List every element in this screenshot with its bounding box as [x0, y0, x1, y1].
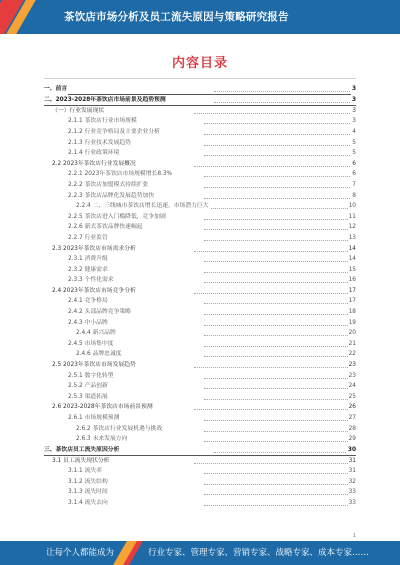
toc-leader-dots	[204, 254, 350, 262]
toc-entry-text: 2.2.3 茶饮店品牌化发展趋势加快	[68, 191, 155, 202]
toc-entry-page: 22	[348, 349, 356, 360]
toc-leader-dots	[204, 413, 350, 421]
toc-entry-text: 2.4.3 中小品牌	[68, 318, 109, 329]
toc-entry[interactable]	[44, 254, 356, 265]
toc-leader-dots	[214, 445, 350, 453]
toc-entry[interactable]	[44, 487, 356, 498]
toc-entry[interactable]	[44, 339, 356, 350]
toc-entry-text: 2.6 2023-2028年茶饮店市场前景预测	[52, 402, 154, 413]
toc-leader-dots	[204, 307, 350, 315]
toc-entry-text: 2.2.5 茶饮店进入门槛降低，竞争加剧	[68, 212, 167, 223]
toc-entry-page: 13	[348, 233, 356, 244]
toc-entry-text: 2.5 2023年茶饮店市场发展趋势	[52, 360, 137, 371]
toc-entry-text: 3.1 员工流失现状分析	[52, 456, 110, 467]
toc-title: 内容目录	[171, 56, 228, 71]
toc-leader-dots	[204, 116, 350, 124]
toc-entry-page: 27	[348, 413, 356, 424]
toc-leader-dots	[204, 339, 350, 347]
toc-leader-dots	[194, 106, 350, 114]
toc-entry-text: 2.2 2023年茶饮店行业发展概况	[52, 159, 137, 170]
toc-entry-page: 4	[351, 127, 356, 138]
toc-entry[interactable]	[44, 222, 356, 233]
toc-entry[interactable]	[44, 159, 356, 170]
toc-entry-text: 2.2.7 行业监管	[68, 233, 109, 244]
toc-entry[interactable]	[44, 191, 356, 202]
toc-leader-dots	[194, 360, 350, 368]
toc-leader-dots	[204, 180, 350, 188]
toc-entry-text: 2.4.5 市场集中度	[68, 339, 115, 350]
toc-leader-dots	[204, 424, 350, 432]
toc-entry-text: 2.4.2 头部品牌竞争策略	[68, 307, 132, 318]
toc-entry[interactable]	[44, 169, 356, 180]
toc-entry-text: 2.6.2 茶饮店行业发展机遇与挑战	[76, 424, 163, 435]
toc-entry[interactable]	[44, 381, 356, 392]
toc-leader-dots	[204, 201, 350, 209]
toc-leader-dots	[194, 456, 350, 464]
toc-entry[interactable]	[44, 265, 356, 276]
toc-leader-dots	[204, 191, 350, 199]
toc-leader-dots	[204, 498, 350, 506]
toc-leader-dots	[204, 381, 350, 389]
toc-entry[interactable]	[44, 371, 356, 382]
toc-leader-dots	[204, 371, 350, 379]
toc-leader-dots	[214, 84, 350, 92]
toc-entry-page: 16	[348, 275, 356, 286]
toc-entry-page: 12	[348, 222, 356, 233]
toc-entry-page: 3	[351, 84, 356, 95]
toc-entry-text: 2.1.1 茶饮店行业市场规模	[68, 116, 138, 127]
toc-leader-dots	[204, 169, 350, 177]
toc-entry[interactable]	[44, 95, 356, 106]
toc-entry[interactable]	[44, 244, 356, 255]
footer-slogan-right: 行业专家、管理专家、营销专家、战略专家、成本专家……	[148, 548, 370, 558]
toc-leader-dots	[194, 244, 350, 252]
toc-entry[interactable]	[44, 413, 356, 424]
toc-entry-text: 一、前言	[44, 84, 68, 95]
toc-entry-text: 2.5.3 渠道拓展	[68, 392, 109, 403]
toc-entry-page: 14	[348, 254, 356, 265]
toc-entry-text: 2.4.1 竞争格局	[68, 296, 109, 307]
toc-leader-dots	[204, 148, 350, 156]
toc-entry-text: （一）行业发展现状	[52, 106, 105, 117]
toc-entry[interactable]	[44, 360, 356, 371]
toc-entry[interactable]	[44, 116, 356, 127]
toc-entry[interactable]	[44, 201, 356, 212]
toc-entry-text: 3.1.3 流失时间	[68, 487, 109, 498]
toc-entry-page: 25	[348, 392, 356, 403]
toc-entry-text: 2.3.1 消费升级	[68, 254, 109, 265]
toc-entry-text: 2.4.4 新兴品牌	[76, 328, 117, 339]
toc-entry-page: 7	[351, 180, 356, 191]
toc-entry-page: 33	[348, 487, 356, 498]
toc-title-divider	[44, 78, 356, 79]
toc-leader-dots	[204, 212, 350, 220]
footer-bar	[0, 541, 400, 565]
toc-entry-page: 11	[348, 212, 356, 223]
toc-entry-text: 3.1.1 流失率	[68, 466, 103, 477]
toc-entry-page: 17	[348, 286, 356, 297]
table-of-contents	[44, 84, 356, 509]
toc-entry-text: 2.2.1 2023年茶饮店市场规模增长8.3%	[68, 169, 173, 180]
toc-entry-text: 三、茶饮店员工流失原因分析	[44, 445, 120, 456]
toc-entry-page: 26	[348, 402, 356, 413]
footer-slogan-left: 让每个人都能成为	[46, 548, 115, 558]
toc-entry-page: 18	[348, 307, 356, 318]
toc-entry[interactable]	[44, 445, 356, 456]
toc-entry-text: 3.1.4 流失去向	[68, 498, 109, 509]
toc-entry[interactable]	[44, 349, 356, 360]
toc-entry-page: 33	[348, 498, 356, 509]
toc-entry-text: 2.6.1 市场规模预测	[68, 413, 120, 424]
toc-leader-dots	[204, 222, 350, 230]
toc-entry-text: 2.3 2023年茶饮店市场需求分析	[52, 244, 137, 255]
toc-entry[interactable]	[44, 127, 356, 138]
toc-entry[interactable]	[44, 466, 356, 477]
toc-leader-dots	[204, 127, 350, 135]
toc-leader-dots	[194, 286, 350, 294]
toc-entry-text: 2.2.6 新式茶饮品牌快速崛起	[68, 222, 144, 233]
toc-leader-dots	[204, 477, 350, 485]
toc-leader-dots	[194, 159, 350, 167]
report-title: 茶饮店市场分析及员工流失原因与策略研究报告	[64, 11, 289, 23]
toc-entry[interactable]	[44, 138, 356, 149]
toc-entry[interactable]	[44, 180, 356, 191]
toc-entry-page: 6	[351, 159, 356, 170]
toc-entry[interactable]	[44, 296, 356, 307]
toc-entry[interactable]	[44, 275, 356, 286]
toc-entry-page: 23	[348, 360, 356, 371]
toc-entry-page: 17	[348, 296, 356, 307]
toc-entry[interactable]	[44, 286, 356, 297]
toc-entry[interactable]	[44, 402, 356, 413]
toc-leader-dots	[204, 138, 350, 146]
toc-entry-page: 29	[348, 434, 356, 445]
toc-entry-page: 30	[347, 445, 356, 456]
toc-entry-page: 5	[351, 138, 356, 149]
toc-entry[interactable]	[44, 498, 356, 509]
toc-leader-dots	[204, 318, 350, 326]
toc-entry[interactable]	[44, 212, 356, 223]
toc-entry-text: 2.5.2 产品创新	[68, 381, 109, 392]
toc-entry-page: 3	[351, 116, 356, 127]
toc-entry-page: 31	[348, 466, 356, 477]
toc-entry-text: 二、2023-2028年茶饮店市场前景及趋势预测	[44, 95, 167, 106]
toc-entry-page: 19	[348, 318, 356, 329]
toc-entry-page: 6	[351, 169, 356, 180]
toc-entry-text: 2.5.1 数字化转型	[68, 371, 115, 382]
toc-entry-page: 8	[351, 191, 356, 202]
toc-entry-text: 2.4.6 品牌忠诚度	[76, 349, 123, 360]
toc-entry-page: 5	[351, 148, 356, 159]
toc-entry-text: 2.1.2 行业竞争格局及主要企业分析	[68, 127, 161, 138]
toc-entry-page: 20	[348, 328, 356, 339]
toc-entry[interactable]	[44, 307, 356, 318]
toc-entry[interactable]	[44, 456, 356, 467]
toc-leader-dots	[204, 487, 350, 495]
toc-entry-text: 3.1.2 流失结构	[68, 477, 109, 488]
toc-entry-text: 2.3.2 健康需求	[68, 265, 109, 276]
toc-entry-text: 2.4 2023年茶饮店市场竞争分析	[52, 286, 137, 297]
page-number: 1	[352, 533, 356, 539]
toc-entry-page: 24	[348, 381, 356, 392]
toc-entry-text: 2.6.3 未来发展方向	[76, 434, 128, 445]
toc-entry-text: 2.2.4 二、三线城市茶饮店增长迅速，市场潜力巨大	[76, 201, 210, 212]
toc-leader-dots	[204, 265, 350, 273]
toc-entry-text: 2.3.3 个性化需求	[68, 275, 115, 286]
toc-entry[interactable]	[44, 84, 356, 95]
toc-entry[interactable]	[44, 233, 356, 244]
toc-entry[interactable]	[44, 328, 356, 339]
toc-entry-page: 23	[348, 371, 356, 382]
toc-entry-page: 21	[348, 339, 356, 350]
toc-leader-dots	[214, 95, 350, 103]
toc-entry-page: 10	[348, 201, 356, 212]
toc-leader-dots	[204, 275, 350, 283]
toc-entry-page: 3	[351, 106, 356, 117]
toc-entry-text: 2.2.2 茶饮店加盟模式持续扩张	[68, 180, 149, 191]
toc-leader-dots	[204, 392, 350, 400]
toc-leader-dots	[204, 233, 350, 241]
toc-entry[interactable]	[44, 392, 356, 403]
toc-entry[interactable]	[44, 148, 356, 159]
toc-entry[interactable]	[44, 318, 356, 329]
toc-entry[interactable]	[44, 106, 356, 117]
toc-entry-text: 2.1.3 行业技术发展趋势	[68, 138, 132, 149]
toc-leader-dots	[204, 434, 350, 442]
toc-leader-dots	[204, 296, 350, 304]
toc-entry-page: 31	[348, 456, 356, 467]
toc-entry-page: 28	[348, 424, 356, 435]
toc-leader-dots	[194, 402, 350, 410]
toc-leader-dots	[204, 349, 350, 357]
toc-entry-page: 32	[348, 477, 356, 488]
header-bar	[0, 0, 400, 34]
toc-entry-page: 14	[348, 244, 356, 255]
toc-leader-dots	[204, 328, 350, 336]
toc-entry-page: 3	[351, 95, 356, 106]
toc-entry[interactable]	[44, 477, 356, 488]
toc-leader-dots	[204, 466, 350, 474]
toc-entry-text: 2.1.4 行业政策环境	[68, 148, 120, 159]
toc-entry-page: 15	[348, 265, 356, 276]
toc-entry[interactable]	[44, 424, 356, 435]
toc-entry[interactable]	[44, 434, 356, 445]
